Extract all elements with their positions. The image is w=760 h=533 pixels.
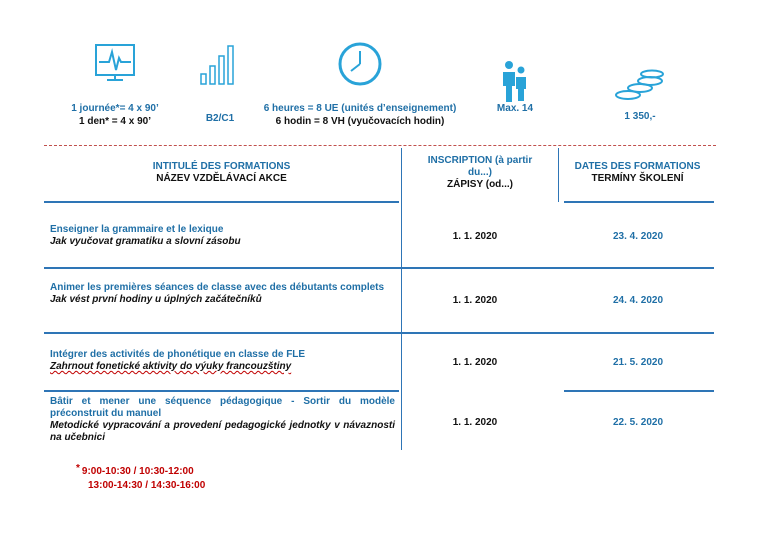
header-dates-cz: TERMÍNY ŠKOLENÍ [591, 173, 684, 184]
row-2-title-cz: Jak vést první hodiny u úplných začátečníků [50, 294, 262, 305]
column-divider-2 [558, 148, 559, 202]
coins-icon [612, 68, 668, 102]
hours-fr: 6 heures = 8 UE (unités d’enseignement) [263, 103, 457, 114]
duration-cz: 1 den* = 4 x 90’ [79, 116, 151, 127]
row-2-date: 24. 4. 2020 [612, 295, 664, 306]
header-title [44, 161, 399, 185]
rule-header-right [564, 201, 714, 203]
rule-row-3-right [564, 390, 714, 392]
row-4-date: 22. 5. 2020 [612, 417, 664, 428]
people-icon [498, 58, 532, 104]
header-dates [560, 161, 715, 185]
table-row-2-title [50, 282, 395, 306]
header-dates-fr: DATES DES FORMATIONS [574, 161, 701, 172]
header-registration-fr-1: INSCRIPTION (à partir [427, 155, 533, 166]
pulse-monitor-icon [93, 40, 137, 84]
table-row-3-title [50, 349, 395, 373]
row-3-title-cz: Zahrnout fonetické aktivity do výuky francouzštiny [50, 361, 292, 372]
row-1-title-fr: Enseigner la grammaire et le lexique [50, 224, 224, 235]
rule-row-2 [44, 332, 714, 334]
footnote-line-1-text: 9:00-10:30 / 10:30-12:00 [81, 466, 194, 477]
info-level [180, 38, 260, 125]
row-4-title-cz: Metodické vypracování a provedení pedagogické jednotky v návaznosti na učebnici [50, 420, 395, 443]
table-row-1-title [50, 224, 395, 248]
rule-header-left [44, 201, 399, 203]
price-label: 1 350,- [624, 111, 656, 122]
dashed-separator [44, 145, 716, 146]
footnote-line-2: 13:00-14:30 / 14:30-16:00 [88, 480, 206, 491]
row-2-title-fr: Animer les premières séances de classe avec des débutants complets [50, 282, 385, 293]
footnote-marker: * [76, 463, 80, 474]
row-4-title-fr: Bâtir et mener une séquence pédagogique - Sortir du modèle préconstruit du manuel [50, 396, 395, 419]
footnote-line-1 [76, 463, 205, 479]
hours-cz: 6 hodin = 8 VH (vyučovacích hodin) [275, 116, 445, 127]
clock-icon [336, 40, 384, 88]
row-4-registration: 1. 1. 2020 [452, 417, 498, 428]
footnote [76, 463, 206, 493]
row-3-title-fr: Intégrer des activités de phonétique en classe de FLE [50, 349, 306, 360]
level-label: B2/C1 [205, 113, 235, 124]
info-price [595, 68, 685, 123]
header-registration-cz: ZÁPISY (od...) [447, 179, 513, 190]
signal-bars-icon [195, 38, 245, 88]
header-registration [405, 155, 555, 191]
rule-row-1 [44, 267, 714, 269]
info-hours [250, 40, 470, 128]
header-title-fr: INTITULÉ DES FORMATIONS [152, 161, 291, 172]
header-registration-fr-2: du...) [468, 167, 492, 178]
header-title-cz: NÁZEV VZDĚLÁVACÍ AKCE [156, 173, 287, 184]
info-capacity [480, 58, 550, 115]
row-1-title-cz: Jak vyučovat gramatiku a slovní zásobu [50, 236, 241, 247]
row-2-registration: 1. 1. 2020 [452, 295, 498, 306]
row-1-registration: 1. 1. 2020 [452, 231, 498, 242]
rule-row-3-left [44, 390, 399, 392]
duration-fr: 1 journée*= 4 x 90’ [71, 103, 159, 114]
row-3-registration: 1. 1. 2020 [452, 357, 498, 368]
capacity-label: Max. 14 [496, 103, 534, 114]
table-row-4-title [50, 396, 395, 444]
info-duration [55, 40, 175, 128]
row-3-date: 21. 5. 2020 [612, 357, 664, 368]
row-1-date: 23. 4. 2020 [612, 231, 664, 242]
